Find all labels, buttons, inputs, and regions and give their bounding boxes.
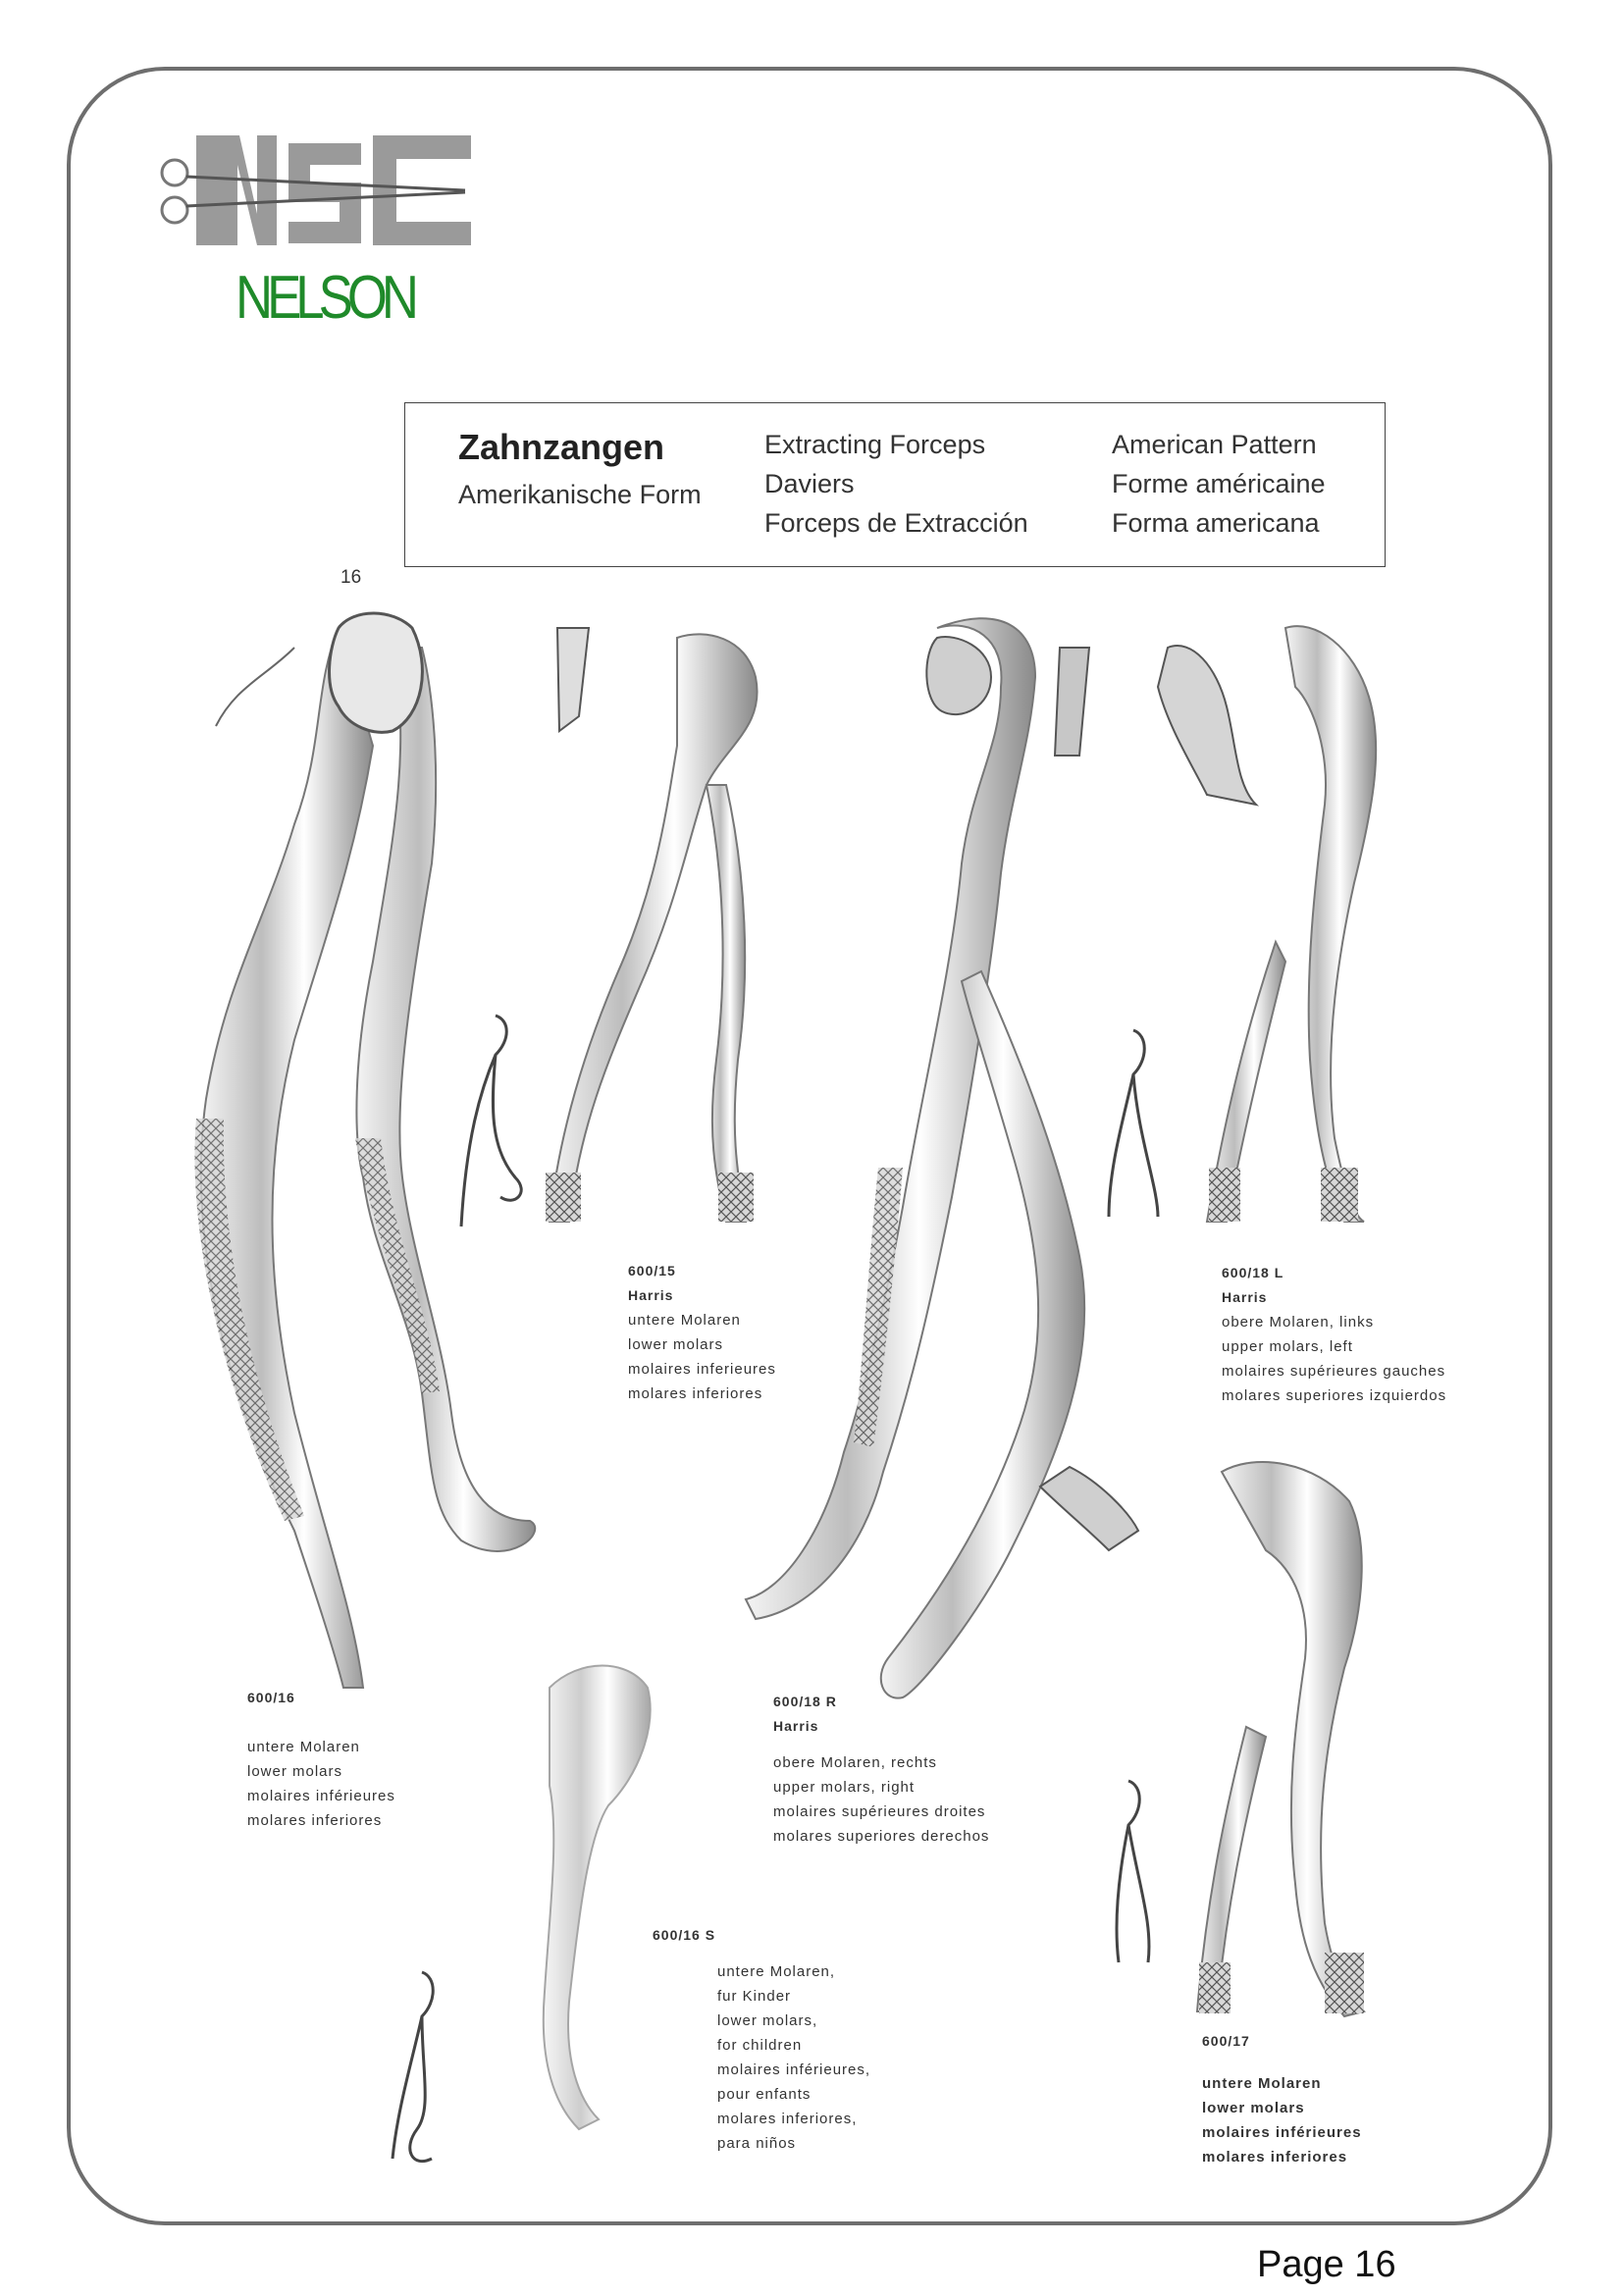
product-maker: Harris <box>773 1718 819 1734</box>
product-description-line: molaires inferieures <box>628 1361 776 1378</box>
product-code: 600/18 R <box>773 1694 837 1709</box>
product-description-line: pour enfants <box>717 2086 812 2103</box>
forceps-600-16-s-icon <box>393 1666 651 2162</box>
product-description-line: molaires inférieures <box>1202 2124 1362 2141</box>
forceps-600-17-icon <box>1040 1462 1364 2016</box>
footer-page-label: Page 16 <box>1257 2244 1396 2285</box>
product-description-line: molaires inférieures, <box>717 2061 871 2078</box>
title-col3-line: Forme américaine <box>1112 469 1326 498</box>
product-description-line: untere Molaren <box>247 1739 360 1755</box>
caption-600-16-s <box>653 1923 870 2156</box>
catalog-page-number: 16 <box>341 567 362 588</box>
product-description-line: lower molars <box>628 1336 724 1353</box>
product-description-line: untere Molaren, <box>717 1963 836 1980</box>
product-description-line: lower molars <box>247 1763 343 1780</box>
title-main: Zahnzangen <box>458 427 665 467</box>
caption-600-17 <box>1202 2029 1362 2169</box>
forceps-600-18-r-icon <box>746 618 1089 1697</box>
caption-600-18-l <box>1222 1261 1446 1408</box>
product-code: 600/16 <box>247 1690 295 1705</box>
product-description-line: for children <box>717 2037 803 2054</box>
product-description-line: untere Molaren <box>628 1312 741 1329</box>
product-description-line: obere Molaren, rechts <box>773 1754 937 1771</box>
forceps-600-16-icon <box>194 613 535 1688</box>
title-subtitle: Amerikanische Form <box>458 480 702 509</box>
product-description-line: molares inferiores <box>628 1385 763 1402</box>
product-description-line: lower molars <box>1202 2100 1305 2116</box>
forceps-600-15-icon <box>546 628 758 1222</box>
product-description-line: molares inferiores <box>1202 2149 1348 2166</box>
brand-name: NELSON <box>236 264 414 332</box>
product-description-line: molaires supérieures droites <box>773 1803 986 1820</box>
product-description-line: molares inferiores <box>247 1812 383 1829</box>
product-description-line: upper molars, left <box>1222 1338 1353 1355</box>
title-col2-line: Extracting Forceps <box>764 430 986 459</box>
product-description-line: fur Kinder <box>717 1988 792 2005</box>
product-description-line: molares inferiores, <box>717 2111 858 2127</box>
product-description-line: untere Molaren <box>1202 2075 1322 2092</box>
title-col3-line: American Pattern <box>1112 430 1317 459</box>
title-col3-line: Forma americana <box>1112 508 1320 538</box>
product-description-line: lower molars, <box>717 2012 818 2029</box>
caption-600-16 <box>247 1686 395 1833</box>
product-code: 600/17 <box>1202 2033 1250 2049</box>
forceps-thumbnail-icon <box>461 1016 521 1226</box>
caption-600-15 <box>628 1259 776 1406</box>
product-description-line: molaires supérieures gauches <box>1222 1363 1446 1380</box>
product-description-line: para niños <box>717 2135 797 2152</box>
title-col2-line: Daviers <box>764 469 855 498</box>
product-description-line: upper molars, right <box>773 1779 916 1796</box>
product-description-line: molares superiores izquierdos <box>1222 1387 1447 1404</box>
product-code: 600/16 S <box>653 1927 716 1943</box>
caption-600-18-r <box>773 1690 989 1849</box>
product-maker: Harris <box>628 1287 674 1303</box>
product-maker: Harris <box>1222 1289 1268 1305</box>
forceps-600-18-l-icon <box>1109 626 1376 1222</box>
product-description-line: obere Molaren, links <box>1222 1314 1375 1331</box>
product-code: 600/18 L <box>1222 1265 1284 1280</box>
product-description-line: molares superiores derechos <box>773 1828 990 1845</box>
product-code: 600/15 <box>628 1263 676 1278</box>
title-col2-line: Forceps de Extracción <box>764 508 1028 538</box>
product-description-line: molaires inférieures <box>247 1788 395 1804</box>
